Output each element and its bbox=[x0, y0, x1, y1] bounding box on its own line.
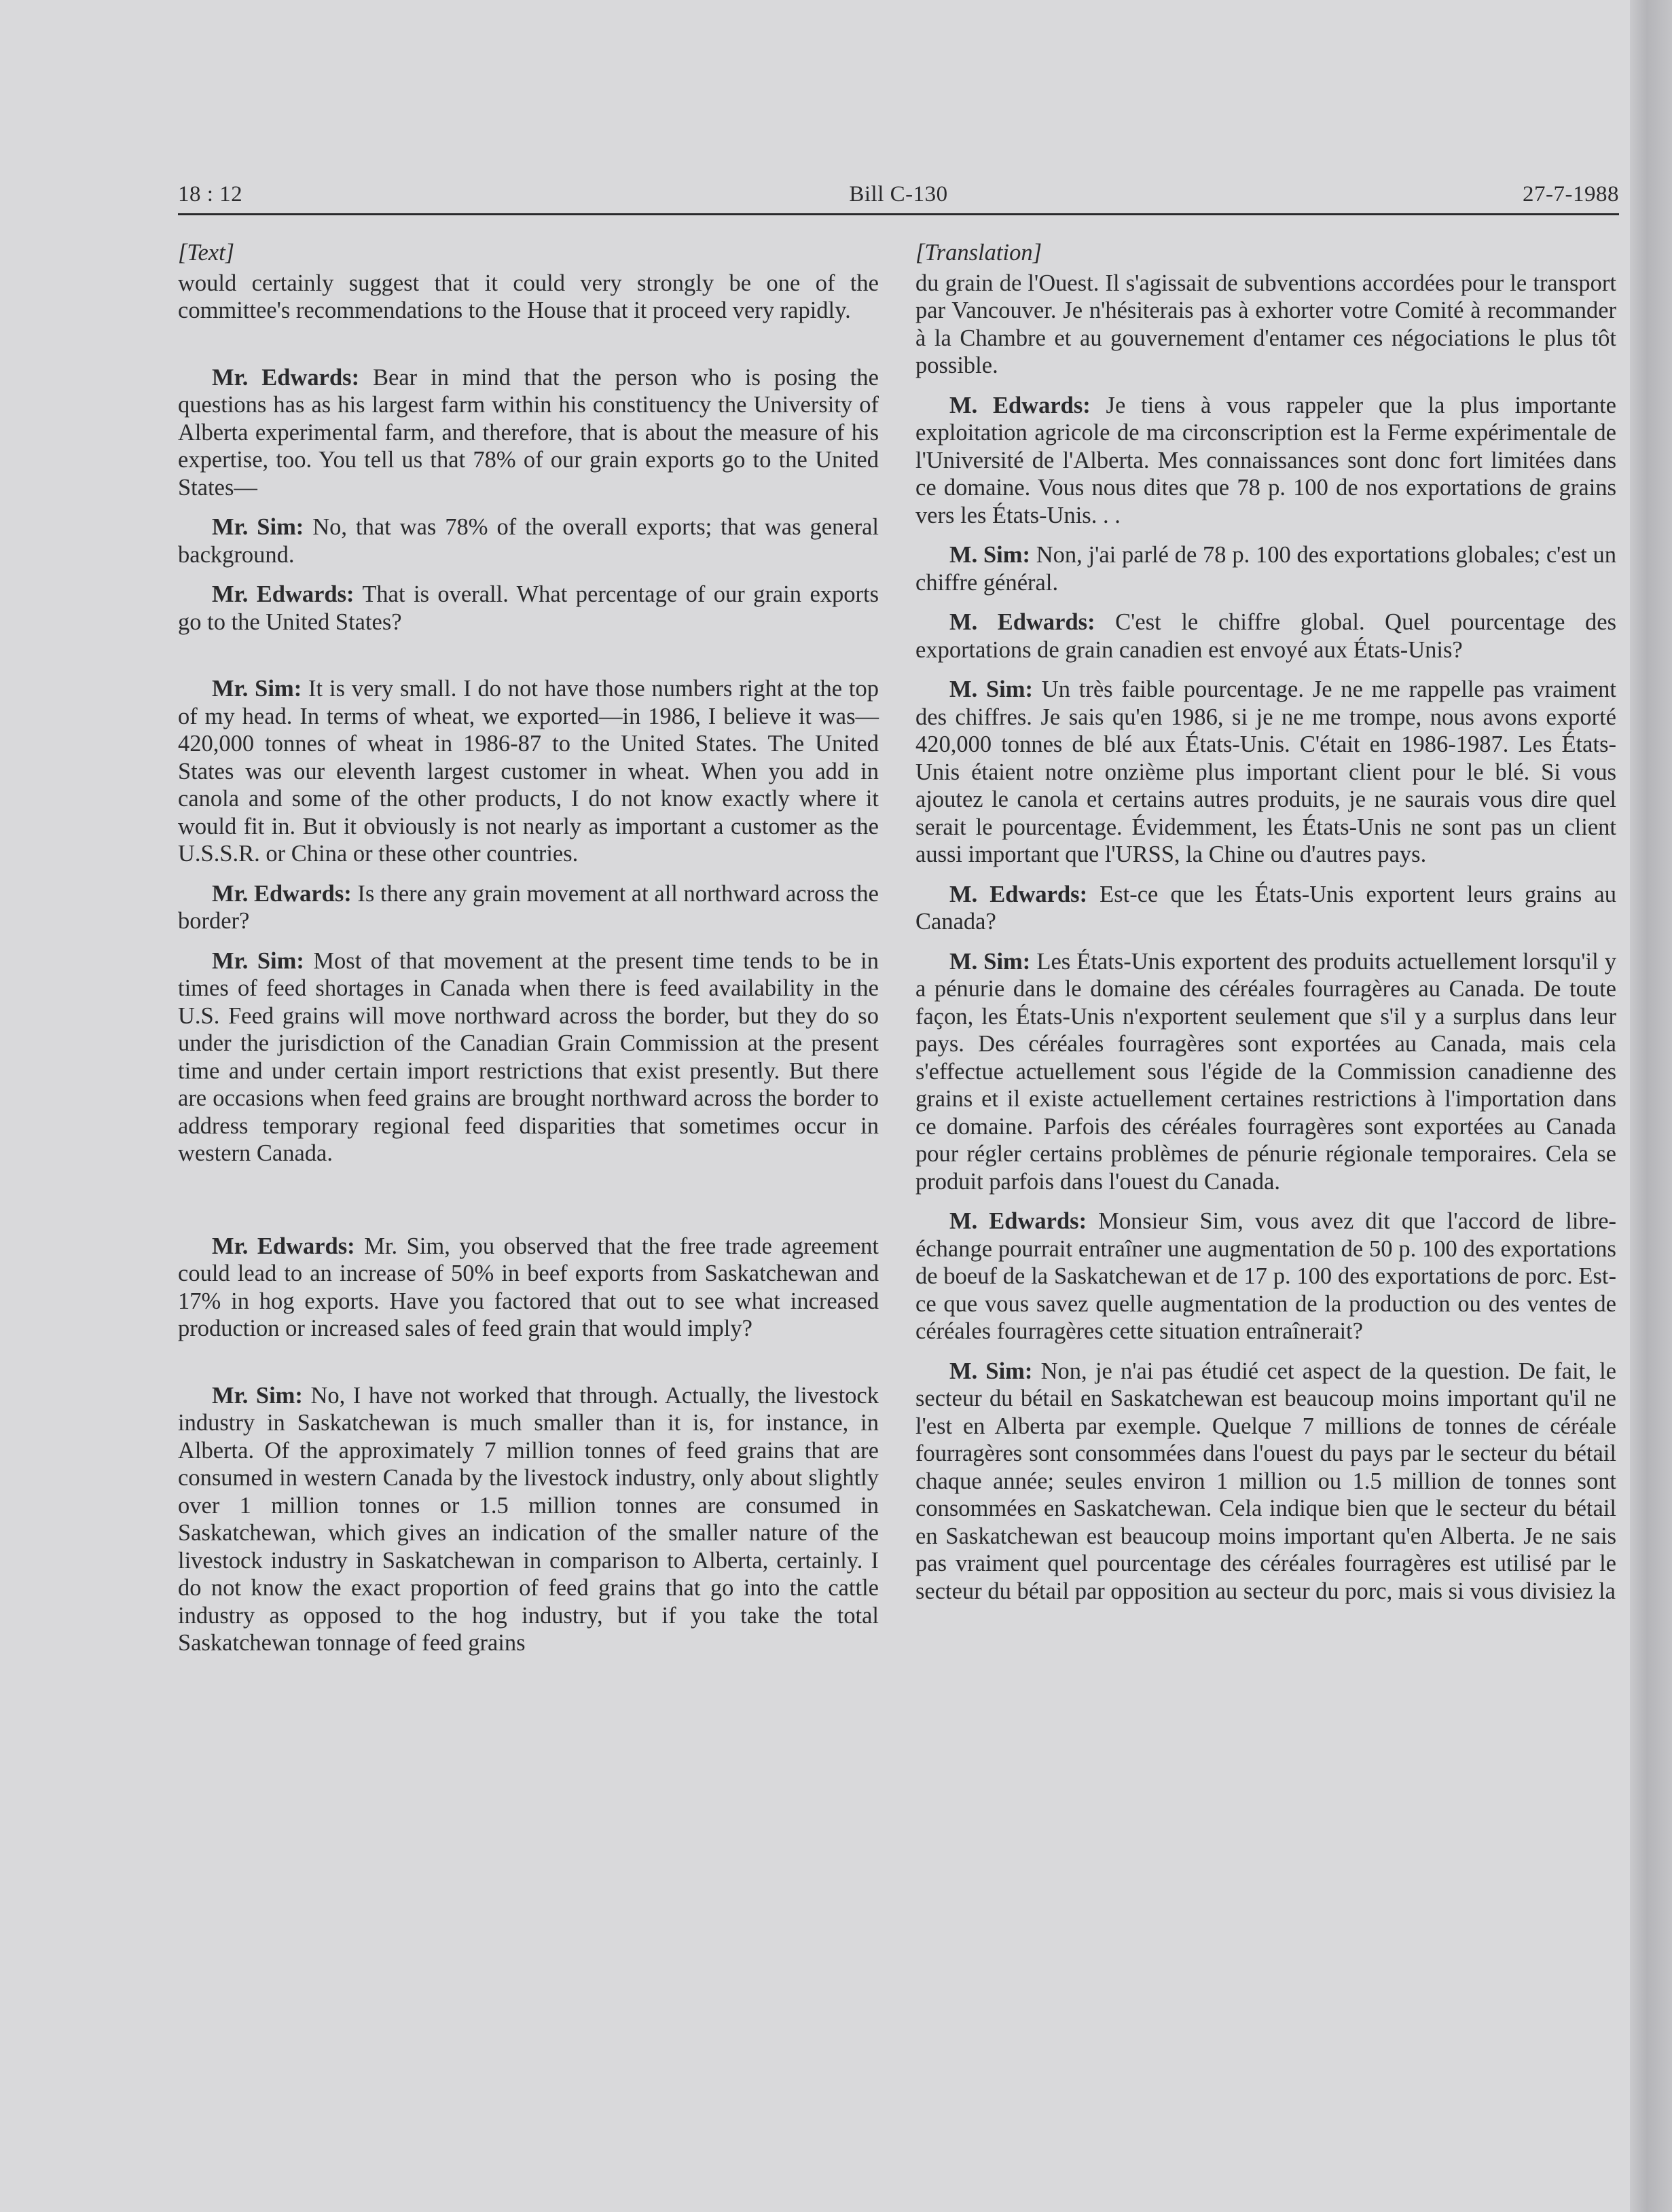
paragraph-text: C'est le chiffre global. Quel pourcentage des exportations de grain canadien est envoyé aux États-Unis? bbox=[915, 609, 1616, 663]
paragraph-text: would certainly suggest that it could very strongly be one of the committee's recommendations to the House that it proceed very rapidly. bbox=[178, 270, 879, 323]
paragraph-text: Je tiens à vous rappeler que la plus importante exploitation agricole de ma circonscription est la Ferme expérimentale de l'Université de l'Alberta. Mes connaissances sont donc fort limitées dans ce domaine. Vous nous dites que 78 p. 100 de nos exportations de grains vers les États-Unis. . . bbox=[915, 392, 1616, 528]
text-label: [Text] bbox=[178, 240, 235, 266]
paragraph-text: Non, je n'ai pas étudié cet aspect de la question. De fait, le secteur du bétail en Saskatchewan est beaucoup moins important qu'il ne l'est en Alberta par exemple. Quelque 7 millions de tonnes de céréale fourragères sont consommées dans l'ouest du pays par le secteur du bétail chaque année; seules environ 1 million ou 1.5 million de tonnes sont consommées en Saskatchewan. Cela indique bien que le secteur du bétail en Saskatchewan est beaucoup moins important qu'en Alberta. Je ne sais pas vraiment quel pourcentage des céréales fourragères est utilisé par le secteur du bétail par opposition au secteur du porc, mais si vous divisiez la bbox=[915, 1358, 1616, 1604]
paragraph-text: du grain de l'Ouest. Il s'agissait de subventions accordées pour le transport par Vancouver. Je n'hésiterais pas à exhorter votre Comité à recommander à la Chambre et au gouvernement d'entamer ces négociations le plus tôt possible. bbox=[915, 270, 1616, 378]
paragraph bbox=[178, 1233, 879, 1343]
paragraph-text: Non, j'ai parlé de 78 p. 100 des exportations globales; c'est un chiffre général. bbox=[915, 542, 1616, 596]
paragraph-text: Mr. Sim, you observed that the free trade agreement could lead to an increase of 50% in beef exports from Saskatchewan and 17% in hog exports. Have you factored that out to see what increased production or increased sales of feed grain that would imply? bbox=[178, 1233, 879, 1341]
translation-label: [Translation] bbox=[915, 240, 1042, 266]
paragraph-text: Est-ce que les États-Unis exportent leurs grains au Canada? bbox=[915, 881, 1616, 935]
paragraph bbox=[915, 881, 1616, 936]
paragraph-text: Is there any grain movement at all northward across the border? bbox=[178, 880, 879, 934]
paragraph bbox=[915, 1358, 1616, 1606]
paragraph bbox=[915, 676, 1616, 869]
speaker-name: M. Edwards: bbox=[949, 881, 1088, 907]
page-number: 18 : 12 bbox=[178, 182, 243, 206]
paragraph-text: It is very small. I do not have those numbers right at the top of my head. In terms of wheat, we exported—in 1986, I believe it was—420,000 tonnes of wheat in 1986-87 to the United States. The United States was our eleventh largest customer in wheat. When you add in canola and some of the other products, I do not know exactly where it would fit in. But it obviously is not nearly as important a customer as the U.S.S.R. or China or these other countries. bbox=[178, 676, 879, 867]
paragraph bbox=[178, 947, 879, 1167]
paragraph bbox=[178, 581, 879, 636]
paragraph bbox=[178, 880, 879, 935]
page-header bbox=[178, 182, 1619, 216]
speaker-name: M. Edwards: bbox=[949, 392, 1091, 418]
paragraph bbox=[915, 541, 1616, 596]
paragraph bbox=[178, 270, 879, 325]
paragraph bbox=[915, 392, 1616, 530]
paragraph-text: No, that was 78% of the overall exports; that was general background. bbox=[178, 514, 879, 568]
french-column bbox=[915, 239, 1616, 1617]
paragraph bbox=[915, 609, 1616, 664]
paragraph-text: Les États-Unis exportent des produits actuellement lorsqu'il y a pénurie dans le domaine des céréales fourragères au Canada. De toute façon, les États-Unis n'exportent seulement que s'il y a surplus dans leur pays. Des céréales fourragères sont exportées au Canada, mais cela s'effectue actuellement sous l'égide de la Commission canadienne des grains et il existe actuellement certaines restrictions à l'importation dans ce domaine. Parfois des céréales fourragères sont exportées au Canada pour régler certains problèmes de pénurie régionale temporaires. Cela se produit parfois dans l'ouest du Canada. bbox=[915, 948, 1616, 1195]
paragraph bbox=[178, 364, 879, 502]
paragraph-text: Bear in mind that the person who is posing the questions has as his largest farm within his constituency the University of Alberta experimental farm, and therefore, that is about the measure of his expertise, too. You tell us that 78% of our grain exports go to the United States— bbox=[178, 364, 879, 501]
speaker-name: Mr. Edwards: bbox=[212, 1233, 355, 1259]
paragraph-text: Most of that movement at the present time tends to be in times of feed shortages in Canada when there is feed availability in the U.S. Feed grains will move northward across the border, but they do so under the jurisdiction of the Canadian Grain Commission at the present time and under certain import restrictions that exist presently. But there are occasions when feed grains are brought northward across the border to address temporary regional feed disparities that sometimes occur in western Canada. bbox=[178, 947, 879, 1166]
paragraph bbox=[178, 1382, 879, 1657]
speaker-name: M. Sim: bbox=[949, 676, 1033, 702]
speaker-name: Mr. Edwards: bbox=[212, 581, 355, 607]
speaker-name: M. Edwards: bbox=[949, 609, 1095, 635]
header-date: 27-7-1988 bbox=[1523, 182, 1619, 206]
paragraph bbox=[178, 675, 879, 868]
paragraph-text: No, I have not worked that through. Actually, the livestock industry in Saskatchewan is much smaller than it is, for instance, in Alberta. Of the approximately 7 million tonnes of feed grains that are consumed in western Canada by the livestock industry, only about slightly over 1 million tonnes or 1.5 million tonnes are consumed in Saskatchewan, which gives an indication of the smaller nature of the livestock industry in Saskatchewan in comparison to Alberta, certainly. I do not know the exact proportion of feed grains that go into the cattle industry as opposed to the hog industry, but if you take the total Saskatchewan tonnage of feed grains bbox=[178, 1382, 879, 1656]
header-rule bbox=[178, 213, 1619, 215]
speaker-name: Mr. Sim: bbox=[212, 947, 304, 974]
speaker-name: Mr. Sim: bbox=[212, 1382, 303, 1409]
paragraph-text: Un très faible pourcentage. Je ne me rappelle pas vraiment des chiffres. Je sais qu'en 1986, si je ne me trompe, nous avons exporté 420,000 tonnes de blé aux États-Unis. C'était en 1986-1987. Les États-Unis étaient notre onzième plus important client pour le blé. Si vous ajoutez le canola et certains autres produits, je ne saurais vous dire quel serait le pourcentage. Évidemment, les États-Unis ne sont pas un client aussi important que l'URSS, la Chine ou d'autres pays. bbox=[915, 676, 1616, 867]
speaker-name: M. Sim: bbox=[949, 1358, 1033, 1384]
paragraph-text: That is overall. What percentage of our grain exports go to the United States? bbox=[178, 581, 879, 635]
speaker-name: Mr. Sim: bbox=[212, 514, 304, 540]
speaker-name: M. Sim: bbox=[949, 948, 1031, 975]
english-column bbox=[178, 239, 879, 1669]
paragraph bbox=[915, 948, 1616, 1196]
speaker-name: Mr. Sim: bbox=[212, 676, 302, 702]
speaker-name: Mr. Edwards: bbox=[212, 880, 352, 907]
paragraph-text: Monsieur Sim, vous avez dit que l'accord de libre-échange pourrait entraîner une augmentation de 50 p. 100 des exportations de boeuf de la Saskatchewan et de 17 p. 100 des exportations de porc. Est-ce que vous savez quelle augmentation de la production ou des ventes de céréales fourragères cette situation entraînerait? bbox=[915, 1208, 1616, 1344]
paragraph bbox=[915, 270, 1616, 380]
paragraph bbox=[915, 1208, 1616, 1345]
bill-title: Bill C-130 bbox=[849, 182, 948, 206]
paragraph bbox=[178, 513, 879, 568]
page-edge-shadow bbox=[1630, 0, 1672, 2212]
speaker-name: M. Sim: bbox=[949, 542, 1030, 568]
speaker-name: M. Edwards: bbox=[949, 1208, 1087, 1234]
speaker-name: Mr. Edwards: bbox=[212, 364, 360, 391]
